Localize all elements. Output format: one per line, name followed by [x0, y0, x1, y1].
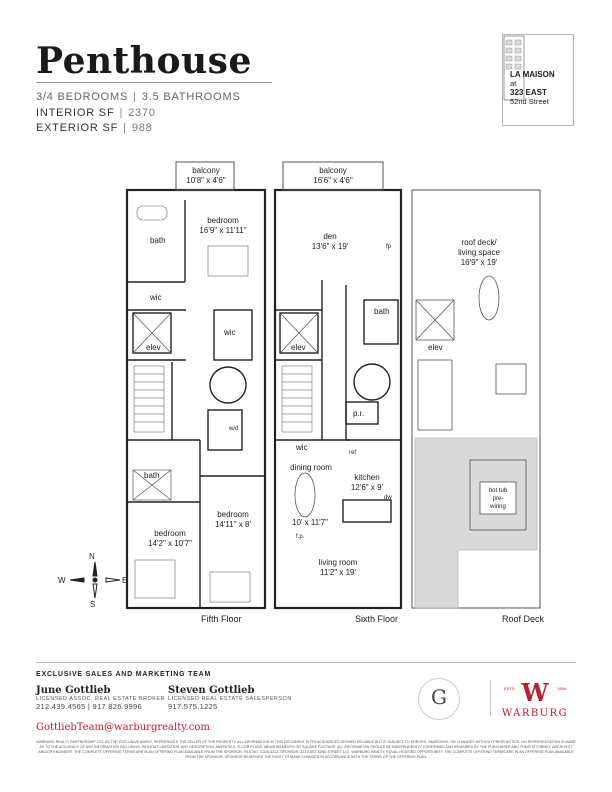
powder-room-label: p.r. — [353, 409, 365, 418]
bed-bath-summary: 3/4 BEDROOMS | 3.5 BATHROOMS — [36, 91, 241, 103]
agent-june — [36, 685, 165, 711]
roof-deck-label: Roof Deck — [502, 614, 545, 624]
roof-deck-text: roof deck/ living space 16'9" x 19' — [458, 238, 500, 267]
team-email-link[interactable]: GottliebTeam@warburgrealty.com — [36, 722, 210, 733]
exterior-sf: EXTERIOR SF | 988 — [36, 122, 153, 134]
sixth-floor-outline — [275, 190, 401, 608]
agent1-name: June Gottlieb — [36, 685, 111, 696]
warburg-wordmark: WARBURG — [501, 708, 569, 719]
logo-divider — [490, 680, 491, 716]
building-street: 52nd Street — [510, 97, 549, 106]
sixth-floor-label: Sixth Floor — [355, 614, 399, 624]
sixth-wic-label: wic — [296, 443, 308, 452]
exterior-value: 988 — [131, 122, 153, 134]
living-room-label: living room 11'2" x 19' — [318, 558, 358, 577]
interior-value: 2370 — [128, 107, 156, 119]
roof-elev-label: elev — [428, 343, 443, 352]
building-address: 323 EAST — [510, 88, 547, 97]
ref-label: ref — [349, 450, 357, 456]
team-heading: EXCLUSIVE SALES AND MARKETING TEAM — [36, 671, 212, 678]
page-title: Penthouse — [36, 40, 252, 82]
dw-label: dw — [384, 495, 392, 501]
agent2-phone: 917.575.1225 — [168, 702, 218, 711]
logo-letter: G — [431, 685, 447, 709]
gottlieb-team-logo — [418, 678, 460, 720]
hot-tub-label: hot tub pre- wiring — [488, 488, 508, 510]
agent2-name: Steven Gottlieb — [168, 685, 255, 696]
fifth-balcony-label: balcony 10'8" x 4'6" — [186, 166, 226, 185]
sixth-balcony-label: balcony 16'6" x 4'6" — [313, 166, 353, 185]
compass-icon — [70, 562, 120, 598]
den-label: den 13'6" x 19' — [311, 232, 349, 251]
sixth-bath-label: bath — [374, 307, 390, 316]
fifth-wd-label: w/d — [229, 426, 239, 432]
fifth-bath2-label: bath — [144, 471, 160, 480]
building-at: at — [510, 79, 517, 88]
dining-dim-label: 10' x 11'7" — [292, 518, 328, 527]
exterior-label: EXTERIOR SF — [36, 122, 119, 134]
warburg-logo-icon: W — [521, 678, 549, 707]
fifth-floor-label: Fifth Floor — [201, 614, 242, 624]
interior-label: INTERIOR SF — [36, 107, 115, 119]
kitchen-label: kitchen 12'6" x 9' — [350, 473, 384, 492]
fifth-wic1-label: wic — [150, 293, 162, 302]
sixth-fp2-label: f.p. — [296, 534, 305, 540]
interior-sf: INTERIOR SF | 2370 — [36, 107, 156, 119]
compass-w: W — [58, 576, 66, 585]
agent-steven — [168, 685, 292, 711]
compass-e: E — [122, 576, 128, 585]
agent1-phone: 212.439.4565 | 917.826.9996 — [36, 702, 142, 711]
dining-label: dining room — [290, 463, 332, 472]
fifth-wic2-label: wic — [224, 328, 236, 337]
agent2-role: LICENSED REAL ESTATE SALESPERSON — [168, 696, 292, 702]
fifth-elev-label: elev — [146, 343, 161, 352]
bedrooms-text: 3/4 BEDROOMS — [36, 91, 129, 103]
building-name: LA MAISON — [510, 70, 555, 79]
fifth-bedroom3-label: bedroom 14'2" x 10'7" — [148, 529, 192, 548]
warburg-established: ESTD 1896 — [504, 686, 566, 691]
legal-disclaimer: WARBURG REALTY PARTNERSHIP LTD, AS THE EXCLUSIVE AGENT, REPRESENTS THE SELLER OF THE PROPERTY. ALL INFORMATION IN THIS DOCUMENT IS FROM SOURCES DEEMED RELIABLE BUT IS SUBJECT TO ERRORS, OMISSIONS, OR CHANGES WITHOUT PRIOR NOTICE. NO REPRESENTATION IS MADE AS TO THE ACCURACY OF ANY INFORMATION INCLUDING, WITHOUT LIMITATION, ANY DESCRIPTION, AMENITIES, FLOOR PLANS, MEASUREMENTS OR SQUARE FOOTAGE. ALL INFORMATION SHOULD BE INDEPENDENTLY CONFIRMED AND REVIEWED BY THE PURCHASER AND THEIR ATTORNEY, ARCHITECT AND/OR ENGINEER. THE COMPLETE OFFERING TERMS ARE IN AN OFFERING PLAN AVAILABLE FROM THE SPONSOR. FILE NO. CD16-0312. SPONSOR: 323 EAST 52ND STREET LLC. WARBURG REALTY. EQUAL HOUSING OPPORTUNITY. THE COMPLETE OFFERING TERMS ARE IN AN OFFERING PLAN AVAILABLE FROM THE SPONSOR. SPONSOR RESERVES THE RIGHT TO MAKE CHANGES IN ACCORDANCE WITH THE TERMS OF THE OFFERING PLAN. — [36, 740, 576, 759]
sixth-elev-label: elev — [291, 343, 306, 352]
compass-s: S — [90, 600, 96, 609]
roof-shaded-area — [415, 438, 537, 608]
compass-n: N — [89, 552, 95, 561]
fifth-bedroom2-label: bedroom 14'11" x 8' — [215, 510, 251, 529]
footer-divider — [36, 662, 576, 663]
fifth-bedroom1-label: bedroom 16'9" x 11'11" — [199, 216, 247, 235]
fifth-bath1-label: bath — [150, 236, 166, 245]
agent1-role: LICENSED ASSOC. REAL ESTATE BROKER — [36, 696, 166, 702]
sixth-fp-label: fp — [386, 244, 392, 250]
bathrooms-text: 3.5 BATHROOMS — [141, 91, 241, 103]
